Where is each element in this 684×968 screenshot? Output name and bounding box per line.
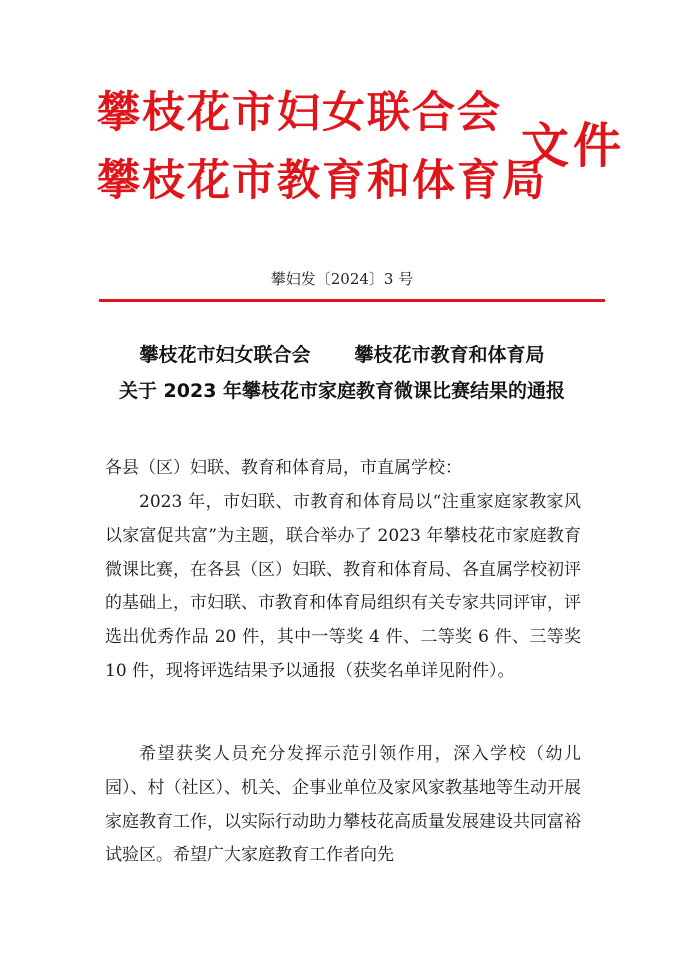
body-paragraph-2: 希望获奖人员充分发挥示范引领作用，深入学校（幼儿园）、村（社区）、机关、企事业单位及家风家教基地等生动开展家庭教育工作，以实际行动助力攀枝花高质量发展建设共同富裕试验区。希望广大家庭教育工作者向先 xyxy=(105,744,581,866)
issuer-education-sports-bureau: 攀枝花市教育和体育局 xyxy=(97,156,547,206)
red-separator-line xyxy=(99,299,605,302)
title-issuer-right: 攀枝花市教育和体育局 xyxy=(354,344,545,366)
body-paragraph-1: 2023 年，市妇联、市教育和体育局以“注重家庭家教家风 以家富促共富”为主题，联合举办了 2023 年攀枝花市家庭教育微课比赛，在各县（区）妇联、教育和体育局、各直属学校初评的基础上，市妇联、市教育和体育局组织有关专家共同评审，评选出优秀作品 20 件，其中一等奖 4 件、二等奖 6 件、三等奖 10 件，现将评选结果予以通报（获奖名单详见附件）。 xyxy=(105,492,581,681)
document-type-word: 文件 xyxy=(521,118,626,174)
title-issuer-left: 攀枝花市妇女联合会 xyxy=(139,344,311,366)
issuer-womens-federation: 攀枝花市妇女联合会 xyxy=(97,88,502,138)
notice-title-line-1 xyxy=(0,346,684,365)
document-number: 攀妇发〔2024〕3 号 xyxy=(270,270,414,288)
salutation: 各县（区）妇联、教育和体育局，市直属学校： xyxy=(105,458,462,478)
notice-title-line-2: 关于 2023 年攀枝花市家庭教育微课比赛结果的通报 xyxy=(118,380,566,402)
